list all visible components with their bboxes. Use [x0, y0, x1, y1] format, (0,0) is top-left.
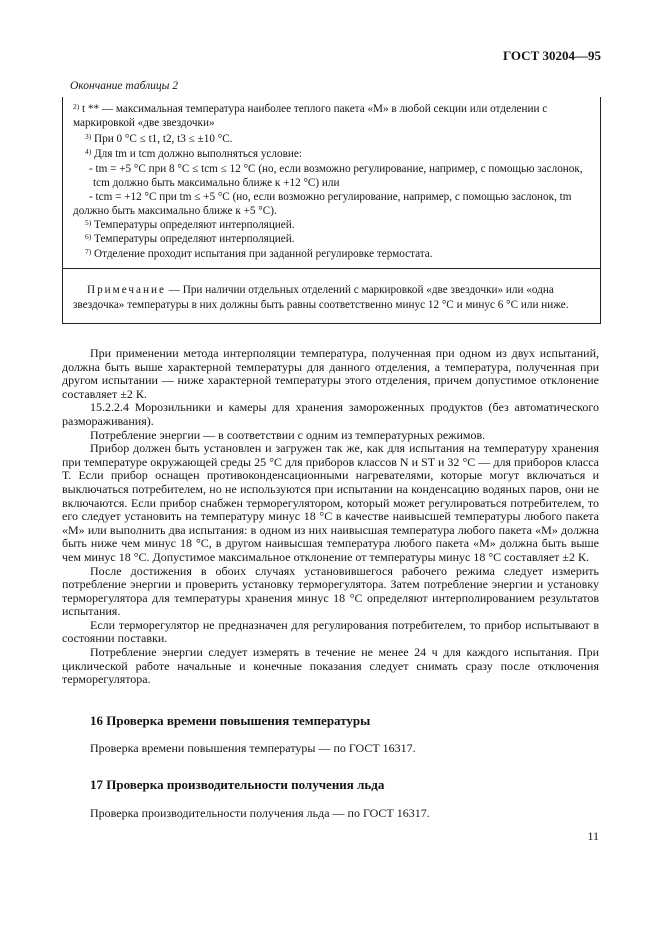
table-divider	[63, 268, 600, 269]
footnote-line	[85, 133, 598, 146]
footnote-line	[85, 248, 598, 261]
footnote-mark: 5)	[85, 218, 92, 227]
table-caption: Окончание таблицы 2	[70, 80, 178, 92]
paragraph: Прибор должен быть установлен и загружен так же, как для испытания на температуру хранения при температуре окружающей среды 25 °С для приборов классов N и ST и 32 °С — для приборов класса Т. Если прибор оснащен противоконденсационными нагревателями, которые могут включаться и выключаться потребителем, но не используются при испытании на конденсацию водяных паров, они не включаются. Если прибор снабжен терморегулятором, который может регулироваться потребителем, то его следует установить на температуру минус 18 °С в качестве наивысшей температуры любого пакета «М» или выполнить два испытания: в одном из них наивысшая температура любого пакета «М» должна быть ниже чем минус 18 °С, в другом наивысшая температура любого пакета «М» должна быть выше чем минус 18 °С. Допустимое максимальное отклонение от температуры минус 18 °С составляет ±2 К.	[62, 441, 599, 564]
body-text	[62, 347, 599, 687]
footnote-text: - tm = +5 °С при 8 °С ≤ tcm ≤ 12 °С (но, если возможно регулирование, например, с помощью заслонок,	[89, 163, 583, 175]
footnote-text: маркировкой «две звездочки»	[73, 117, 215, 129]
paragraph: 15.2.2.4 Морозильники и камеры для хранения замороженных продуктов (без автоматического размораживания).	[62, 400, 599, 428]
footnote-text: Для tm и tcm должно выполняться условие:	[94, 148, 302, 160]
section-16-text: Проверка времени повышения температуры — по ГОСТ 16317.	[90, 741, 416, 755]
footnote-text: должно быть максимально ближе к +5 °С).	[73, 205, 277, 217]
note-line-2: звездочка» температуры в них должны быть равны соответственно минус 12 °С и минус 6 °С или ниже.	[73, 299, 569, 311]
footnote-text: При 0 °С ≤ t1, t2, t3 ≤ ±10 °С.	[94, 133, 233, 145]
footnote-mark: 3)	[85, 132, 92, 141]
page-number: 11	[587, 829, 599, 843]
footnote-line	[85, 219, 598, 232]
footnote-line	[89, 163, 598, 176]
table-note	[73, 283, 596, 313]
footnote-line	[93, 177, 598, 190]
paragraph: После достижения в обоих случаях установившегося рабочего режима следует измерить потребление энергии и проверить установку терморегулятора. Затем потребление энергии и установку терморегулятора для температуры хранения минус 18 °С определяют интерполированием результатов испытания.	[62, 563, 599, 619]
section-16-heading: 16 Проверка времени повышения температуры	[90, 713, 371, 728]
paragraph: Потребление энергии — в соответствии с одним из температурных режимов.	[90, 427, 486, 442]
footnote-line	[73, 103, 598, 116]
footnote-mark: 7)	[85, 247, 92, 256]
footnote-mark: 4)	[85, 147, 92, 156]
section-17-heading: 17 Проверка производительности получения льда	[90, 777, 385, 792]
footnote-text: Температуры определяют интерполяцией.	[94, 233, 295, 245]
footnote-text: Отделение проходит испытания при заданной регулировке термостата.	[94, 248, 433, 260]
paragraph: Потребление энергии следует измерять в течение не менее 24 ч для каждого испытания. При циклической работе начальные и конечные показания следует снимать сразу после отключения терморегулятора.	[62, 645, 599, 687]
footnote-mark: 6)	[85, 232, 92, 241]
document-id: ГОСТ 30204—95	[502, 48, 601, 63]
footnote-text: t ** — максимальная температура наиболее теплого пакета «М» в любой секции или отделении с	[82, 103, 548, 115]
footnote-line	[73, 205, 598, 218]
footnote-text: Температуры определяют интерполяцией.	[94, 219, 295, 231]
footnote-line	[85, 148, 598, 161]
note-label: Примечание	[87, 284, 166, 296]
note-line-1: — При наличии отдельных отделений с маркировкой «две звездочки» или «одна	[168, 284, 554, 296]
footnote-line	[89, 191, 598, 204]
footnote-line	[73, 117, 598, 130]
footnote-line	[85, 233, 598, 246]
paragraph: Если терморегулятор не предназначен для регулирования потребителем, то прибор испытывают в состоянии поставки.	[62, 617, 599, 646]
footnote-text: - tcm = +12 °С при tm ≤ +5 °С (но, если возможно регулирование, например, с помощью заслонок, tm	[89, 191, 572, 203]
table-footnotes-box	[62, 97, 601, 324]
paragraph: При применении метода интерполяции температура, полученная при одном из двух испытаний, должна быть выше характерной температуры для данного отделения, а температура, полученная при другом испытании — ниже характерной температуры этого отделения, причем допустимое отклонение составляет ±2 К.	[62, 346, 599, 401]
footnote-text: tcm должно быть максимально ближе к +12 °С) или	[93, 177, 340, 189]
section-17-text: Проверка производительности получения льда — по ГОСТ 16317.	[90, 806, 430, 820]
footnote-mark: 2)	[73, 102, 80, 111]
